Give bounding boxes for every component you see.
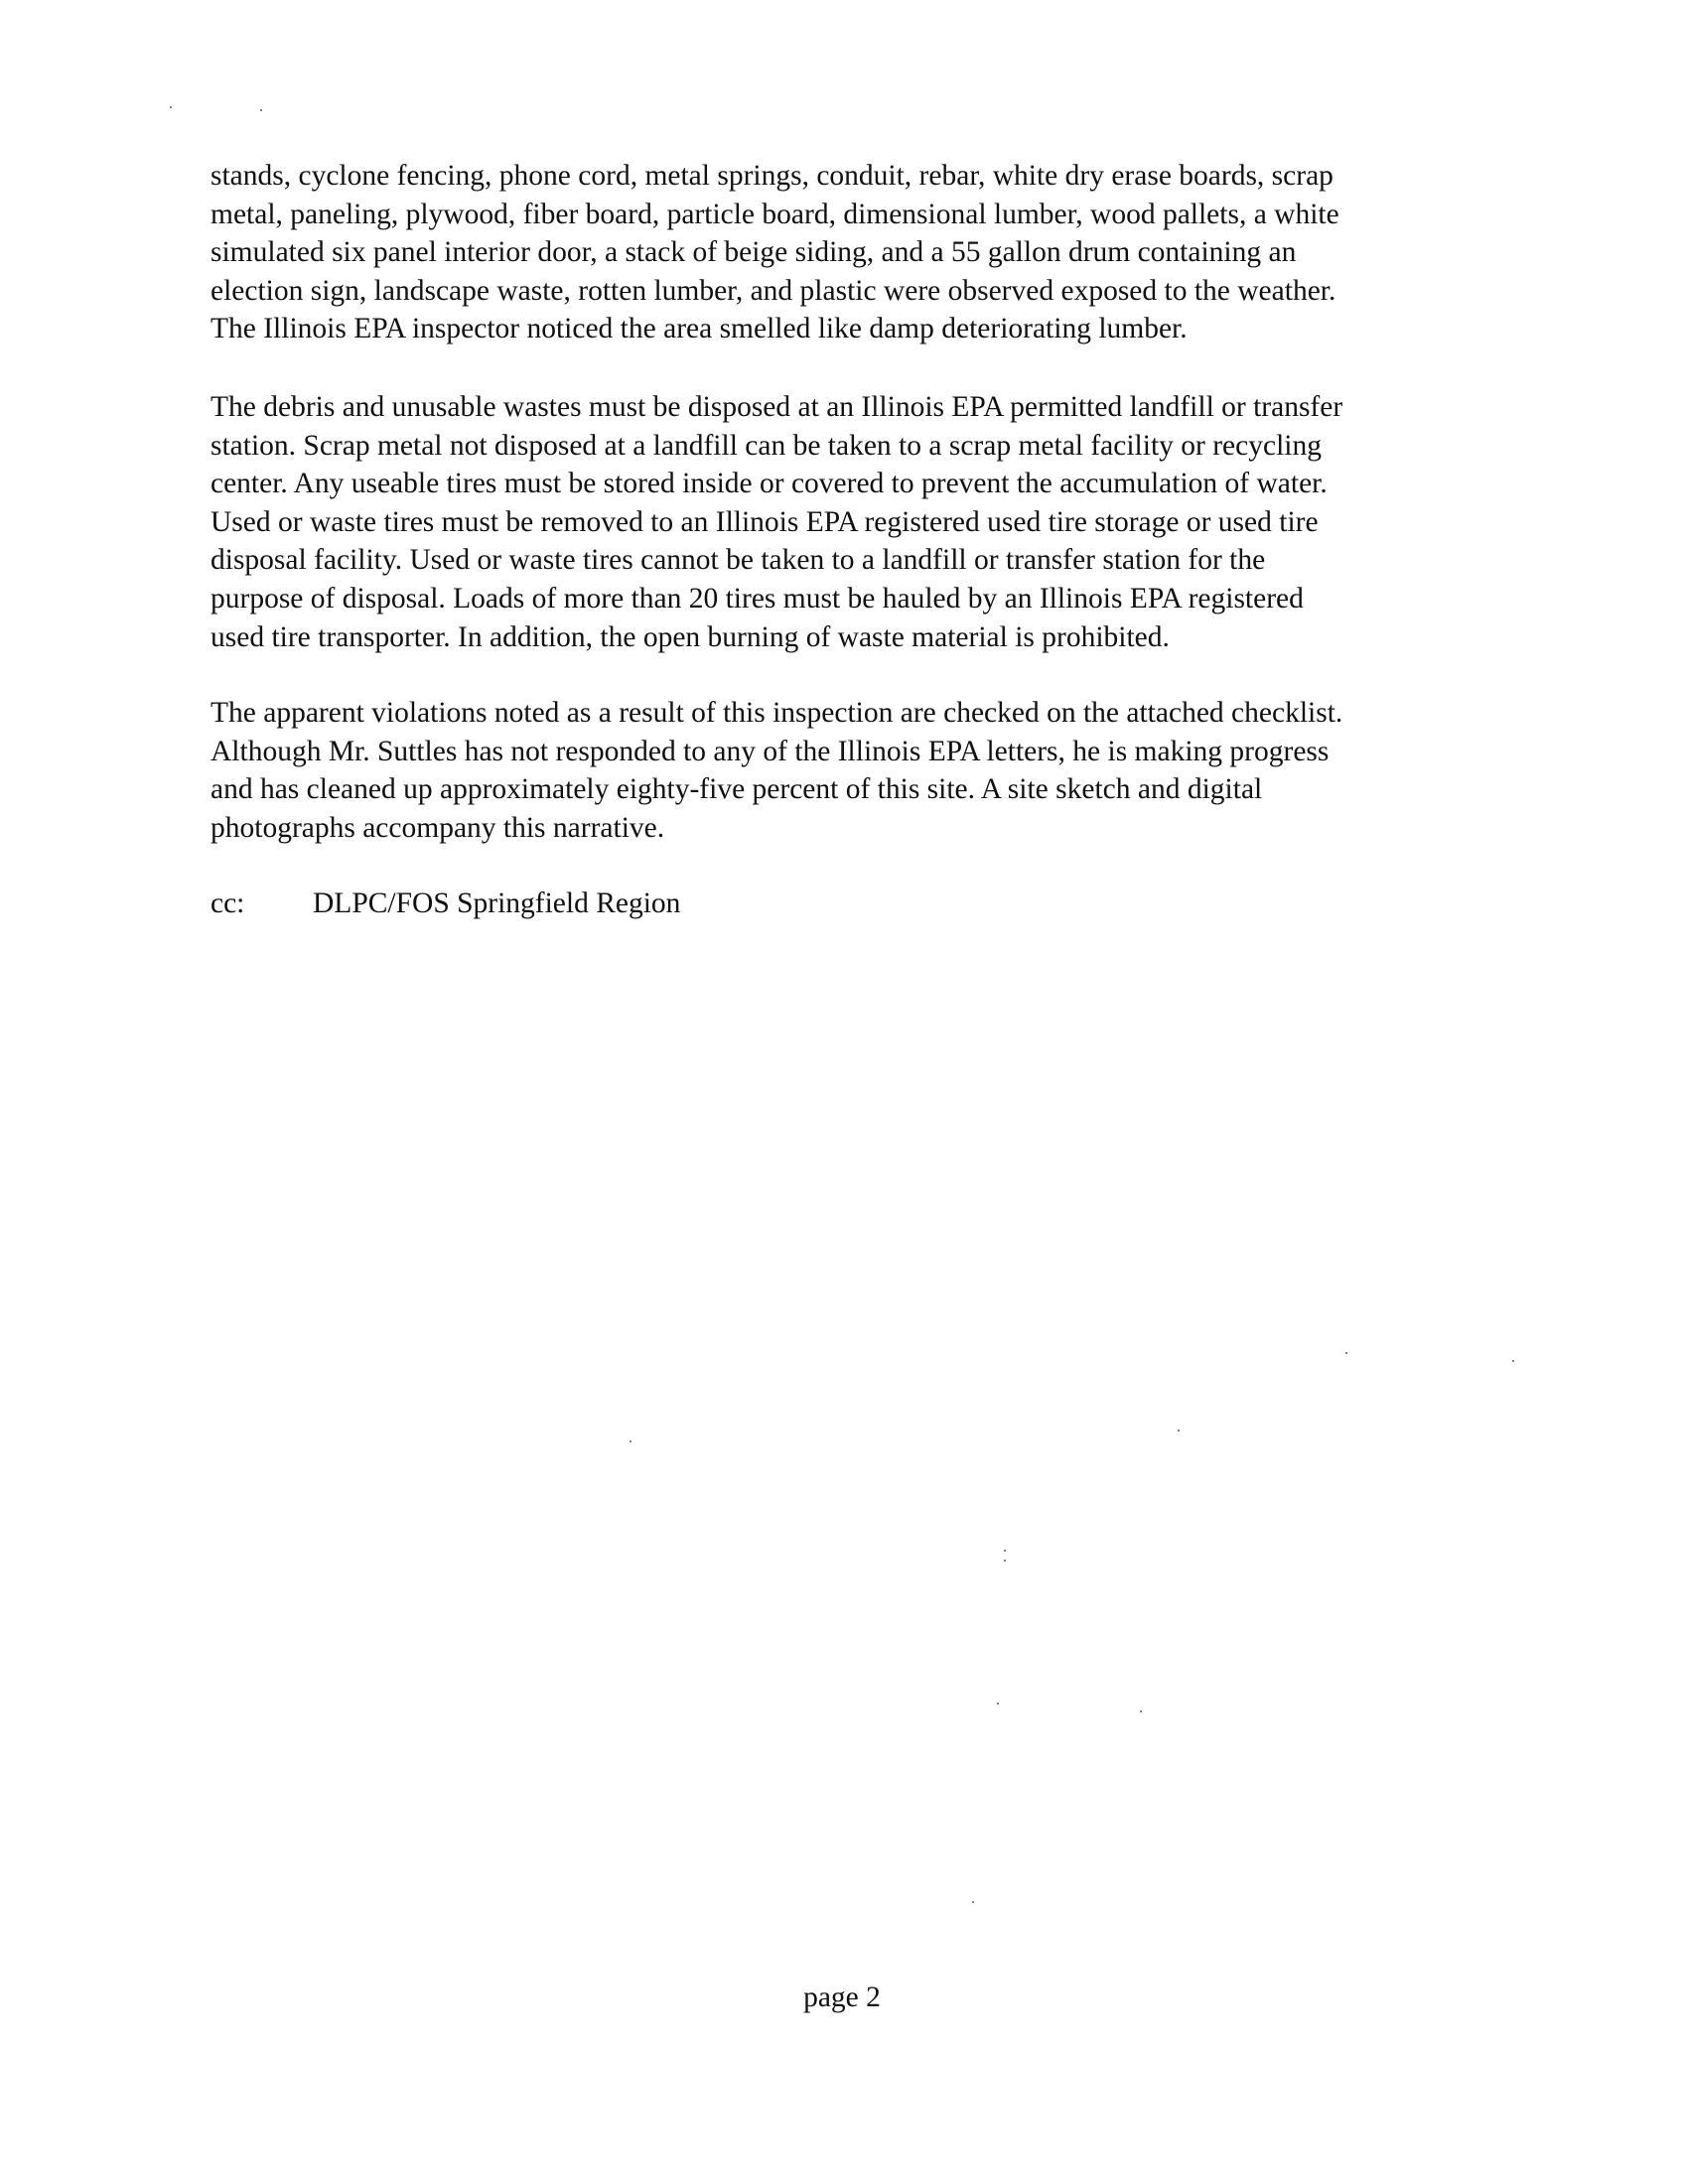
scan-speck (1140, 1710, 1142, 1712)
scan-speck (1004, 1560, 1006, 1562)
text-line: The debris and unusable wastes must be disposed at an Illinois EPA permitted landfill or transfer (210, 391, 1343, 423)
scan-speck (997, 1703, 999, 1705)
page-number: page 2 (803, 1981, 881, 2013)
cc-label: cc: (210, 887, 245, 919)
text-line: The apparent violations noted as a result of this inspection are checked on the attached checklist. (210, 697, 1343, 729)
scan-speck (260, 109, 262, 111)
scan-speck (630, 1440, 632, 1442)
cc-recipient: DLPC/FOS Springfield Region (313, 887, 681, 919)
paragraph-violations-summary (210, 694, 1521, 847)
text-line: used tire transporter. In addition, the open burning of waste material is prohibited. (210, 620, 1170, 653)
text-line: metal, paneling, plywood, fiber board, particle board, dimensional lumber, wood pallets, a white (210, 198, 1339, 230)
text-line: purpose of disposal. Loads of more than 20 tires must be hauled by an Illinois EPA registered (210, 582, 1304, 614)
text-line: The Illinois EPA inspector noticed the area smelled like damp deteriorating lumber. (210, 313, 1188, 345)
text-line: disposal facility. Used or waste tires cannot be taken to a landfill or transfer station for the (210, 544, 1266, 577)
scan-speck (1004, 1550, 1006, 1552)
cc-line (210, 885, 680, 923)
scan-speck (1178, 1430, 1180, 1432)
text-line: Although Mr. Suttles has not responded to any of the Illinois EPA letters, he is making progress (210, 735, 1330, 767)
text-line: election sign, landscape waste, rotten lumber, and plastic were observed exposed to the weather. (210, 274, 1336, 307)
text-line: and has cleaned up approximately eighty-five percent of this site. A site sketch and digital (210, 773, 1263, 806)
scan-speck (170, 106, 172, 108)
text-line: center. Any useable tires must be stored inside or covered to prevent the accumulation of water. (210, 468, 1328, 500)
text-line: Used or waste tires must be removed to an Illinois EPA registered used tire storage or used tire (210, 505, 1319, 538)
text-line: simulated six panel interior door, a stack of beige siding, and a 55 gallon drum containing an (210, 236, 1297, 269)
scan-speck (1345, 1352, 1347, 1354)
scan-speck (1512, 1360, 1514, 1362)
text-line: stands, cyclone fencing, phone cord, metal springs, conduit, rebar, white dry erase boards, scrap (210, 160, 1333, 192)
text-line: station. Scrap metal not disposed at a landfill can be taken to a scrap metal facility or recycling (210, 429, 1322, 462)
scan-speck (972, 1901, 974, 1903)
paragraph-disposal-requirements (210, 388, 1521, 656)
paragraph-debris-description (210, 157, 1521, 348)
text-line: photographs accompany this narrative. (210, 811, 665, 844)
